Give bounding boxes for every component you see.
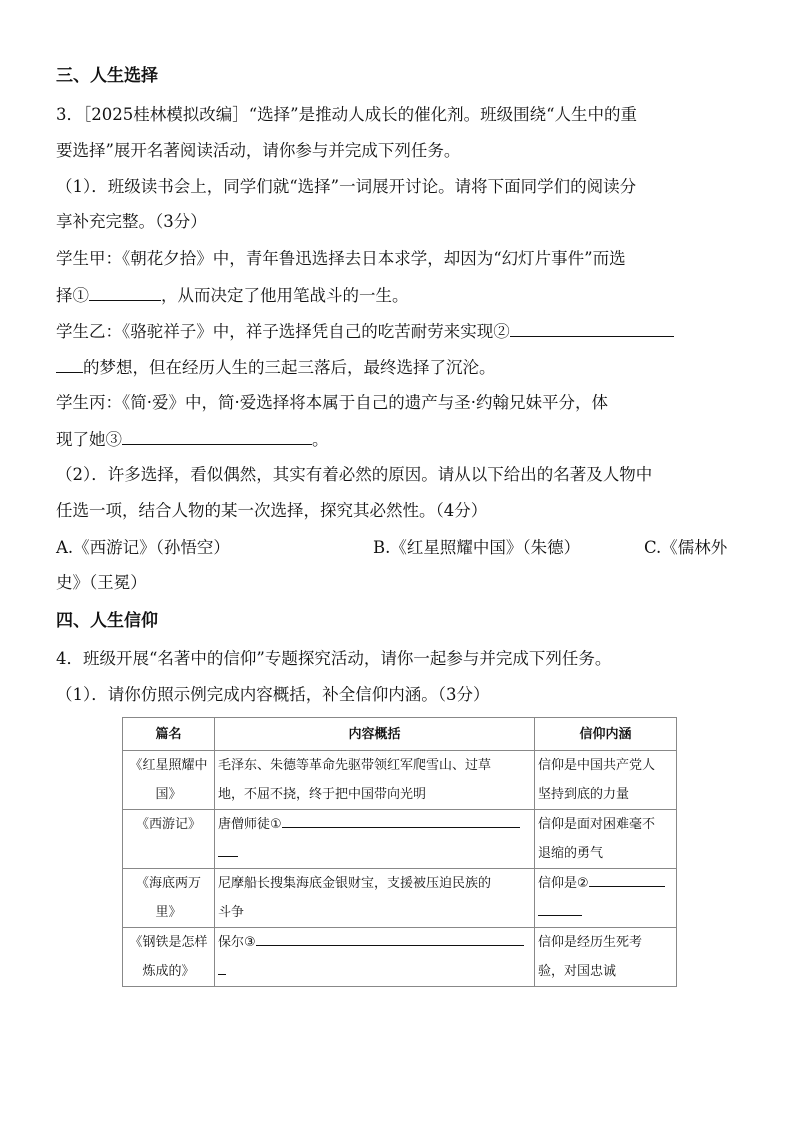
row-summary-cell: 毛泽东、朱德等革命先驱带领红军爬雪山、过草 地，不屈不挠，终于把中国带向光明 [215,751,535,810]
table-row [123,810,677,869]
question-4-part-1-prompt: （1）．请你仿照示例完成内容概括，补全信仰内涵。（3分） [56,685,490,704]
question-3-intro-line1: 3．［2025桂林模拟改编］“选择”是推动人成长的催化剂。班级围绕“人生中的重 [56,105,638,124]
table-row [123,751,677,810]
student-jia-line1: 学生甲：《朝花夕拾》中，青年鲁迅选择去日本求学，却因为“幻灯片事件”而选 [56,249,626,268]
section-heading-life-belief: 四、人生信仰 [56,611,158,631]
row-title-cell: 《钢铁是怎样 炼成的》 [123,928,215,987]
part-1-prompt-line1: （1）．班级读书会上，同学们就“选择”一词展开讨论。请将下面同学们的阅读分 [56,177,637,196]
student-yi-line2 [56,356,496,379]
table-answer-blank-1[interactable] [282,813,520,828]
student-jia-line2-end: ，从而决定了他用笔战斗的一生。 [161,286,409,305]
row-summary-cell: 尼摩船长搜集海底金银财宝，支援被压迫民族的 斗争 [215,869,535,928]
option-c: C.《儒林外 [644,538,728,557]
student-jia-line2 [56,284,409,307]
row-belief-cell: 信仰是② [535,869,677,928]
part-1-prompt-line2: 享补充完整。（3分） [56,212,207,231]
student-yi-line1 [56,320,674,343]
table-answer-blank-2[interactable] [589,872,665,887]
student-bing-line2-end: 。 [312,430,329,449]
section-heading-life-choice: 三、人生选择 [56,66,158,86]
option-c-continued: 史》（王冕） [56,573,147,592]
answer-blank-3[interactable] [122,428,312,445]
student-bing-line1: 学生丙：《简·爱》中，简·爱选择将本属于自己的遗产与圣·约翰兄妹平分，体 [56,393,608,412]
row-summary-cell: 保尔③ [215,928,535,987]
answer-blank-1[interactable] [89,284,161,301]
student-yi-line1-text: 学生乙：《骆驼祥子》中，祥子选择凭自己的吃苦耐劳来实现② [56,322,510,341]
student-yi-line2-text: 的梦想，但在经历人生的三起三落后，最终选择了沉沦。 [83,358,496,377]
table-answer-blank-2-continued[interactable] [538,901,582,916]
row-title-cell: 《西游记》 [123,810,215,869]
student-bing-line2-start: 现了她③ [56,430,122,449]
option-b: B.《红星照耀中国》（朱德） [373,538,581,557]
answer-blank-2[interactable] [510,320,674,337]
row-summary-cell: 唐僧师徒① [215,810,535,869]
table-answer-blank-3[interactable] [256,931,524,946]
student-bing-line2 [56,428,329,451]
table-row [123,869,677,928]
option-a: A.《西游记》（孙悟空） [56,538,230,557]
table-answer-blank-3-continued[interactable] [218,960,226,975]
row-belief-cell: 信仰是面对困难毫不 退缩的勇气 [535,810,677,869]
belief-table [122,717,677,987]
answer-blank-2-continued[interactable] [56,356,83,373]
question-4-intro: 4．班级开展“名著中的信仰”专题探究活动，请你一起参与并完成下列任务。 [56,649,612,668]
row-title-cell: 《红星照耀中 国》 [123,751,215,810]
header-title: 篇名 [123,718,215,751]
part-2-prompt-line2: 任选一项，结合人物的某一次选择，探究其必然性。（4分） [56,501,488,520]
question-3-intro-line2: 要选择”展开名著阅读活动，请你参与并完成下列任务。 [56,141,461,160]
row-belief-cell: 信仰是经历生死考 验，对国忠诚 [535,928,677,987]
part-2-prompt-line1: （2）．许多选择，看似偶然，其实有着必然的原因。请从以下给出的名著及人物中 [56,465,653,484]
table-header-row [123,718,677,751]
row-belief-cell: 信仰是中国共产党人 坚持到底的力量 [535,751,677,810]
table-row [123,928,677,987]
header-belief: 信仰内涵 [535,718,677,751]
row-title-cell: 《海底两万 里》 [123,869,215,928]
student-jia-line2-start: 择① [56,286,89,305]
header-summary: 内容概括 [215,718,535,751]
table-answer-blank-1-continued[interactable] [218,842,238,857]
